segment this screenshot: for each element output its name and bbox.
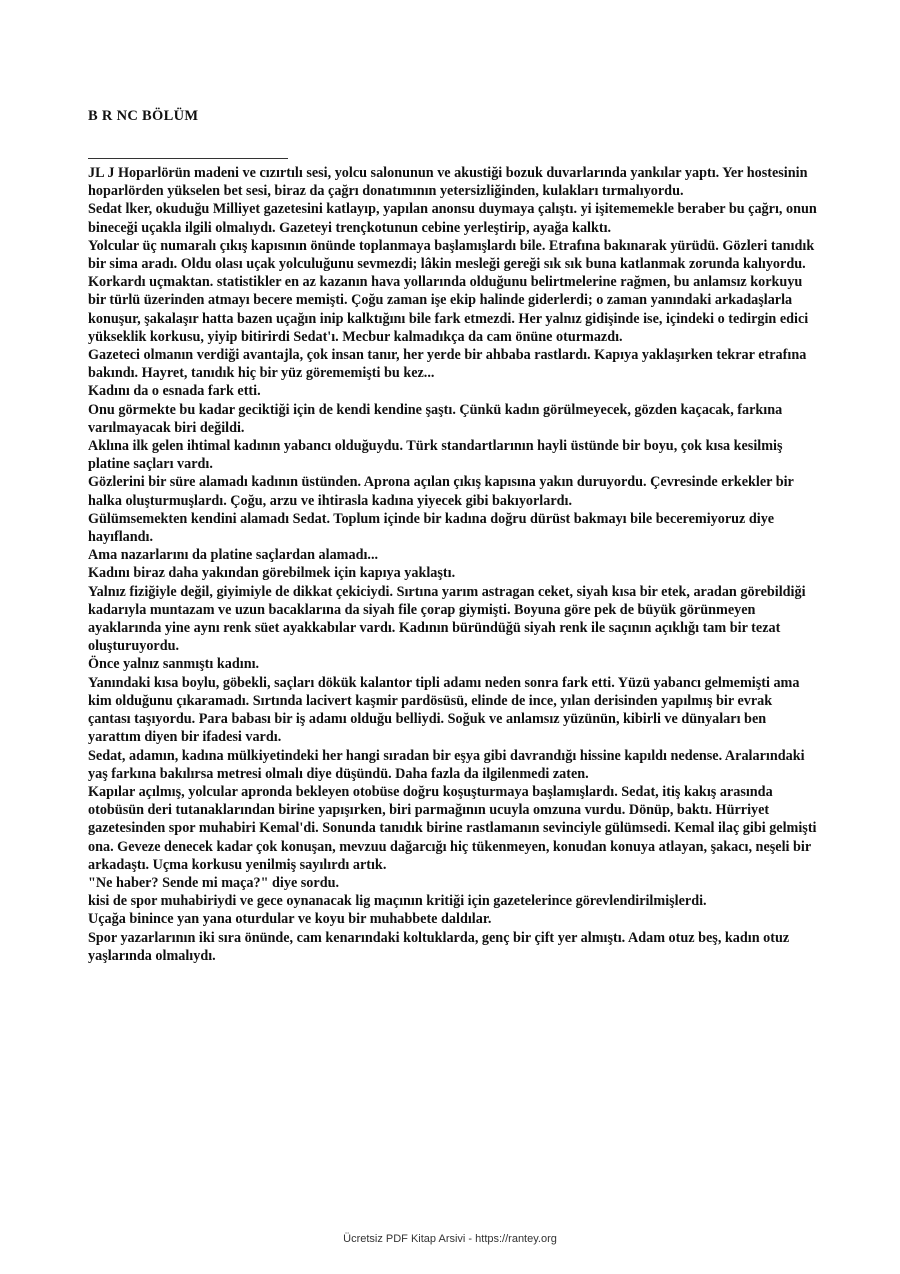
page-footer: Ücretsiz PDF Kitap Arsivi - https://rantey.org: [343, 1233, 557, 1245]
paragraph: Yalnız fiziğiyle değil, giyimiyle de dikkat çekiciydi. Sırtına yarım astragan ceket, siyah kısa bir etek, aradan görebildiği kadarıyla muntazam ve uzun bacaklarına da siyah file çorap giymişti. Boyuna göre pek de büyük görünmeyen ayaklarında yine aynı renk süet ayakkabılar vardı. Kadının büründüğü siyah renk ile saçının açıklığı tam bir tezat oluşturuyordu.: [88, 583, 806, 655]
paragraph: Gözlerini bir süre alamadı kadının üstünden. Aprona açılan çıkış kapısına yakın duruyordu. Çevresinde erkekler bir halka oluşturmuşlardı. Çoğu, arzu ve ihtirasla kadına yiyecek gibi bakıyorlardı.: [88, 474, 794, 509]
paragraph: JL J Hoparlörün madeni ve cızırtılı sesi, yolcu salonunun ve akustiği bozuk duvarlarında yankılar yaptı. Yer hostesinin hoparlörden yükselen bet sesi, biraz da çağrı donatımının yetersizliğinden, kulakları tırmalıyordu.: [88, 165, 808, 200]
paragraph: Önce yalnız sanmıştı kadını.: [88, 656, 260, 673]
chapter-body: [88, 164, 818, 965]
paragraph: Kadını da o esnada fark etti.: [88, 383, 261, 400]
paragraph: Yanındaki kısa boylu, göbekli, saçları dökük kalantor tipli adamı neden sonra fark etti. Yüzü yabancı gelmemişti ama kim olduğunu çıkaramadı. Sırtında lacivert kaşmir pardösüsü, elinde de ince, yılan derisinden yapılmış bir evrak çantası taşıyordu. Para babası bir iş adamı olduğu belliydi. Soğuk ve anlamsız yüzünün, kibirli ve dünyaları ben yarattım diyen bir ifadesi vardı.: [88, 674, 800, 746]
paragraph: "Ne haber? Sende mi maça?" diye sordu.: [88, 874, 340, 891]
paragraph: Yolcular üç numaralı çıkış kapısının önünde toplanmaya başlamışlardı bile. Etrafına bakınarak yürüdü. Gözleri tanıdık bir sima aradı. Oldu olası uçak yolculuğunu sevmezdi; lâkin mesleği gereği sık sık buna katlanmak zorunda kalıyordu. Korkardı uçmaktan. statistikler en az kazanın hava yollarında olduğunu belirtmelerine rağmen, bu anlamsız korkuyu bir türlü üzerinden atmayı becere memişti. Çoğu zaman işe ekip halinde giderlerdi; o zaman yanındaki arkadaşlarla konuşur, şakalaşır hatta bazen uçağın inip kalktığını bile fark etmezdi. Her yalnız gidişinde ise, içindeki o tedirgin edici yükseklik korkusu, yiyip bitirirdi Sedat'ı. Mecbur kalmadıkça da cam önüne oturmazdı.: [88, 237, 815, 345]
paragraph: Sedat, adamın, kadına mülkiyetindeki her hangi sıradan bir eşya gibi davrandığı hissine kapıldı nedense. Aralarındaki yaş farkına bakılırsa metresi olmalı diye düşündü. Daha fazla da ilgilenmedi zaten.: [88, 747, 805, 782]
paragraph: Onu görmekte bu kadar geciktiği için de kendi kendine şaştı. Çünkü kadın görülmeyecek, gözden kaçacak, farkına varılmayacak biri değildi.: [88, 401, 783, 436]
chapter-heading: B R NC BÖLÜM: [88, 108, 199, 124]
paragraph: Aklına ilk gelen ihtimal kadının yabancı olduğuydu. Türk standartlarının hayli üstünde bir boyu, çok kısa kesilmiş platine saçları vardı.: [88, 438, 783, 473]
paragraph: Gazeteci olmanın verdiği avantajla, çok insan tanır, her yerde bir ahbaba rastlardı. Kapıya yaklaşırken tekrar etrafına bakındı. Hayret, tanıdık hiç bir yüz görememişti bu kez...: [88, 347, 807, 382]
paragraph: Uçağa binince yan yana oturdular ve koyu bir muhabbete daldılar.: [88, 911, 492, 928]
paragraph: Sedat lker, okuduğu Milliyet gazetesini katlayıp, yapılan anonsu duymaya çalıştı. yi işitememekle beraber bu çağrı, onun bineceği uçakla ilgili olmalıydı. Gazeteyi trençkotunun cebine yerleştirip, ayağa kalktı.: [88, 201, 817, 236]
paragraph: Spor yazarlarının iki sıra önünde, cam kenarındaki koltuklarda, genç bir çift yer almıştı. Adam otuz beş, kadın otuz yaşlarında olmalıydı.: [88, 929, 790, 964]
paragraph: Kapılar açılmış, yolcular apronda bekleyen otobüse doğru koşuşturmaya başlamışlardı. Sedat, itiş kakış arasında otobüsün deri tutanaklarından birine yapışırken, biri parmağının ucuyla omzuna vurdu. Dönüp, baktı. Hürriyet gazetesinden spor muhabiri Kemal'di. Sonunda tanıdık birine rastlamanın sevinciyle gülümsedi. Kemal ilaç gibi gelmişti ona. Geveze denecek kadar çok konuşan, mevzuu dağarcığı hiç tükenmeyen, konudan konuya atlayan, şakacı, neşeli bir arkadaştı. Uçma korkusu yenilmiş sayılırdı artık.: [88, 783, 817, 873]
paragraph: kisi de spor muhabiriydi ve gece oynanacak lig maçının kritiği için gazetelerince görevlendirilmişlerdi.: [88, 893, 707, 910]
paragraph: Gülümsemekten kendini alamadı Sedat. Toplum içinde bir kadına doğru dürüst bakmayı bile beceremiyoruz diye hayıflandı.: [88, 510, 775, 546]
paragraph: Ama nazarlarını da platine saçlardan alamadı...: [88, 547, 379, 564]
footnote-rule: [88, 158, 288, 159]
paragraph: Kadını biraz daha yakından görebilmek için kapıya yaklaştı.: [88, 565, 456, 582]
